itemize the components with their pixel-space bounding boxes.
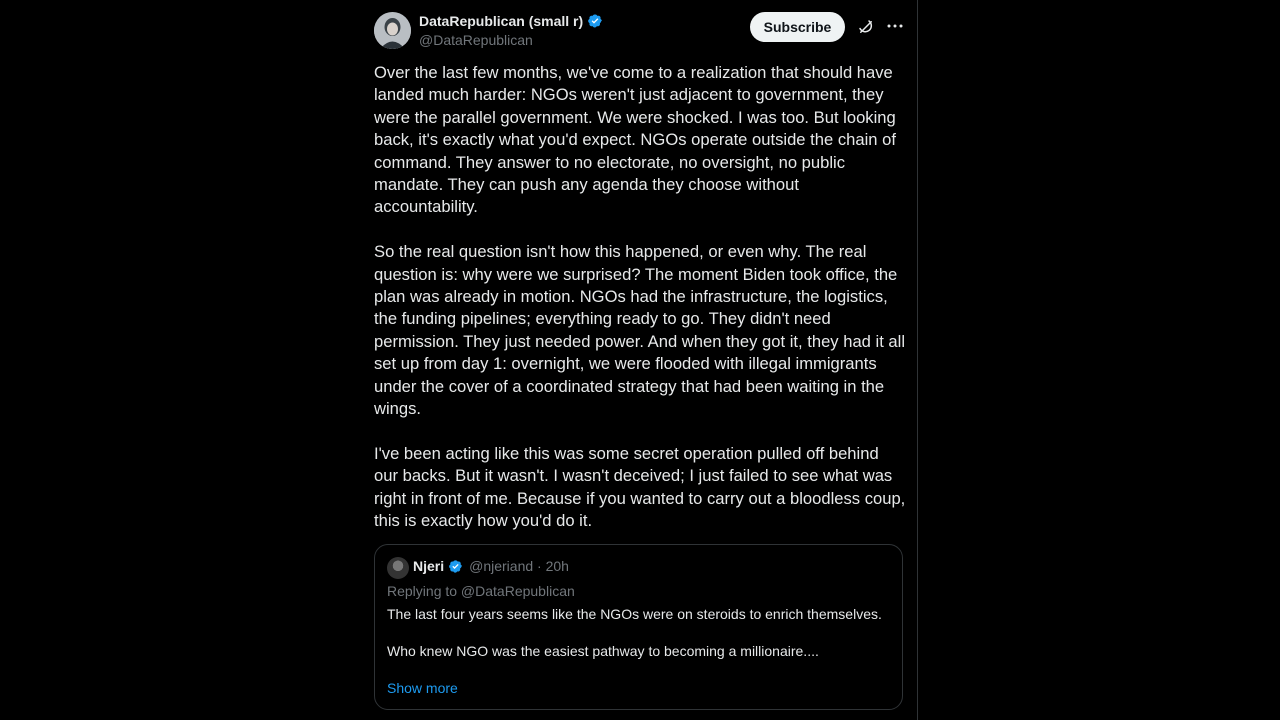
post-header [374, 12, 903, 52]
post-paragraph: Over the last few months, we've come to a realization that should have landed much harder: NGOs weren't just adjacent to government, they were the parallel government. We were shocked. I was too. But looking back, it's exactly what you'd expect. NGOs operate outside the chain of command. They answer to no electorate, no oversight, no public mandate. They can push any agenda they choose without accountability. [374, 63, 896, 217]
post-text [374, 62, 906, 555]
quoted-replying-to: Replying to @DataRepublican [387, 583, 575, 599]
post-column [354, 0, 918, 720]
post-paragraph: I've been acting like this was some secret operation pulled off behind our backs. But it wasn't. I wasn't deceived; I just failed to see what was right in front of me. Because if you wanted to carry out a bloodless coup, this is exactly how you'd do it. [374, 443, 906, 531]
grok-icon[interactable] [857, 18, 875, 36]
author-display-name[interactable]: DataRepublican (small r) [419, 13, 584, 29]
show-more-link[interactable]: Show more [387, 680, 458, 696]
quoted-author-avatar[interactable] [387, 557, 409, 579]
quoted-text [387, 605, 887, 679]
verified-badge-icon [448, 559, 463, 574]
quoted-author-row [413, 558, 569, 574]
post-paragraph: So the real question isn't how this happened, or even why. The real question is: why were we surprised? The moment Biden took office, the plan was already in motion. NGOs had the infrastructure, the logistics, the funding pipelines; everything ready to go. They didn't need permission. They just needed power. And when they got it, they had it all set up from day 1: overnight, we were flooded with illegal immigrants under the cover of a coordinated strategy that had been waiting in the wings. [374, 242, 906, 419]
quoted-handle-time[interactable]: @njeriand · 20h [469, 558, 569, 574]
quoted-paragraph: Who knew NGO was the easiest pathway to becoming a millionaire.... [387, 643, 819, 659]
more-icon[interactable] [886, 16, 904, 36]
author-handle[interactable]: @DataRepublican [419, 32, 533, 48]
verified-badge-icon [587, 13, 603, 29]
quoted-paragraph: The last four years seems like the NGOs were on steroids to enrich themselves. [387, 606, 882, 622]
subscribe-button[interactable]: Subscribe [750, 12, 845, 42]
author-name-row [419, 13, 603, 29]
quoted-post[interactable] [374, 544, 903, 710]
quoted-author-name[interactable]: Njeri [413, 558, 445, 574]
author-avatar[interactable] [374, 12, 411, 49]
